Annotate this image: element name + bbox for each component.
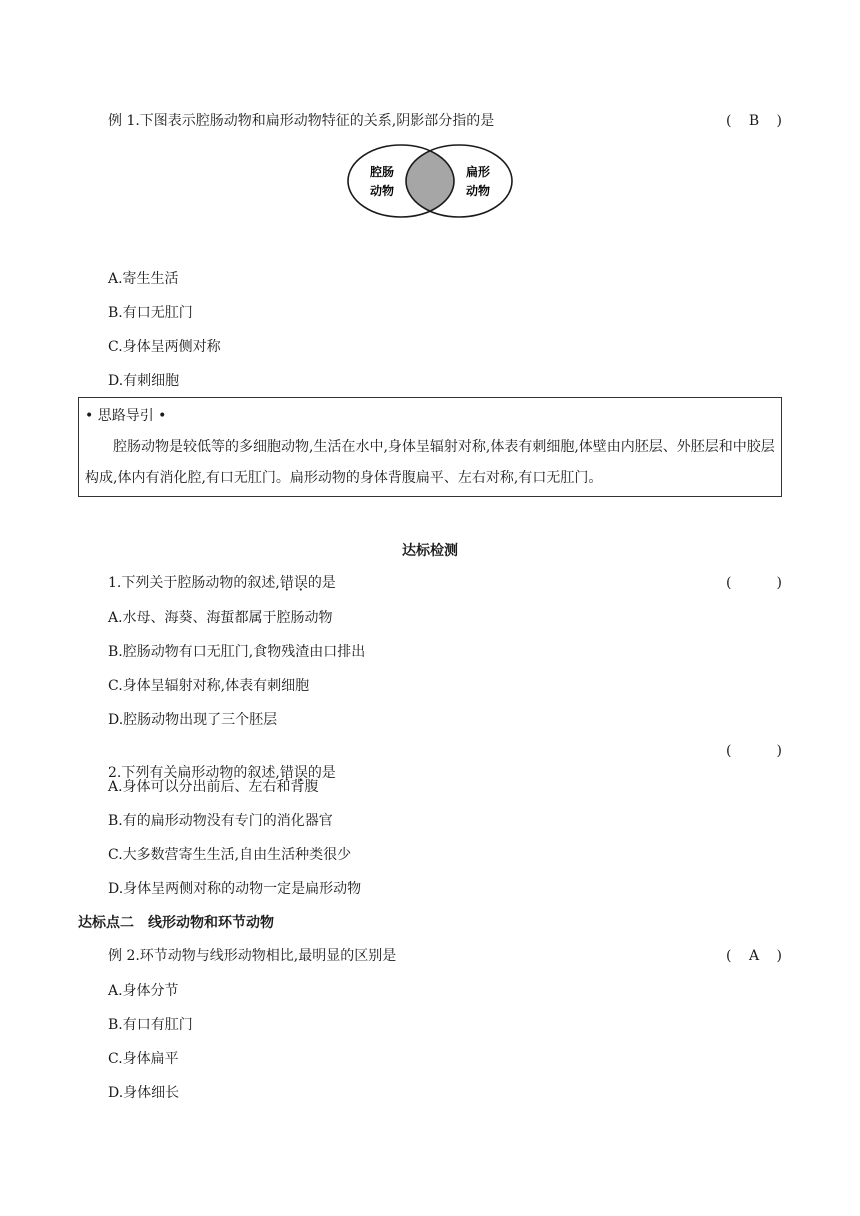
example2-option-d: D.身体细长: [108, 1085, 180, 1101]
example2-option-c: C.身体扁平: [108, 1051, 179, 1067]
q1-answer-paren: ( ): [726, 575, 782, 591]
example1-option-a: A.寄生生活: [108, 271, 179, 287]
q2-option-b: B.有的扁形动物没有专门的消化器官: [108, 813, 333, 829]
section2-heading: 达标点二 线形动物和环节动物: [78, 915, 274, 931]
test-section-heading: 达标检测: [402, 543, 458, 559]
q2-answer-paren: ( ): [726, 743, 782, 759]
example2-stem: 例 2.环节动物与线形动物相比,最明显的区别是: [108, 948, 397, 964]
q2-stem: 2.下列有关扁形动物的叙述,错误的是: [108, 765, 336, 781]
guide-box: [78, 397, 782, 497]
q2-option-c: C.大多数营寄生生活,自由生活种类很少: [108, 847, 352, 863]
venn-left-label-1: 腔肠: [369, 165, 395, 179]
q2-option-a: A.身体可以分出前后、左右和背腹: [108, 779, 319, 795]
example2-answer-paren: ( A ): [0, 945, 860, 967]
venn-left-label-2: 动物: [369, 184, 395, 198]
example1-option-b: B.有口无肛门: [108, 305, 193, 321]
venn-right-label-1: 扁形: [465, 165, 491, 179]
q1-stem: 1.下列关于腔肠动物的叙述,错误的是: [108, 575, 336, 591]
q1-option-d: D.腔肠动物出现了三个胚层: [108, 712, 278, 728]
example2-answer: A: [748, 948, 760, 964]
q1-option-b: B.腔肠动物有口无肛门,食物残渣由口排出: [108, 644, 366, 660]
example1-option-d: D.有刺细胞: [108, 373, 180, 389]
example1-answer-paren: ( B ): [0, 110, 860, 132]
example1-option-c: C.身体呈两侧对称: [108, 339, 221, 355]
example1-stem: 例 1.下图表示腔肠动物和扁形动物特征的关系,阴影部分指的是: [108, 113, 495, 129]
venn-right-label-2: 动物: [465, 184, 491, 198]
example2-option-a: A.身体分节: [108, 983, 179, 999]
q1-option-c: C.身体呈辐射对称,体表有刺细胞: [108, 678, 310, 694]
example1-answer: B: [748, 113, 760, 129]
example2-option-b: B.有口有肛门: [108, 1017, 193, 1033]
guide-text: 腔肠动物是较低等的多细胞动物,生活在水中,身体呈辐射对称,体表有刺细胞,体壁由内胚层、外胚层和中胶层构成,体内有消化腔,有口无肛门。扁形动物的身体背腹扁平、左右对称,有口无肛门。: [85, 439, 775, 486]
q2-option-d: D.身体呈两侧对称的动物一定是扁形动物: [108, 881, 362, 897]
guide-title: • 思路导引 •: [85, 408, 167, 424]
q1-option-a: A.水母、海葵、海蜇都属于腔肠动物: [108, 610, 333, 626]
venn-diagram: [346, 143, 514, 219]
